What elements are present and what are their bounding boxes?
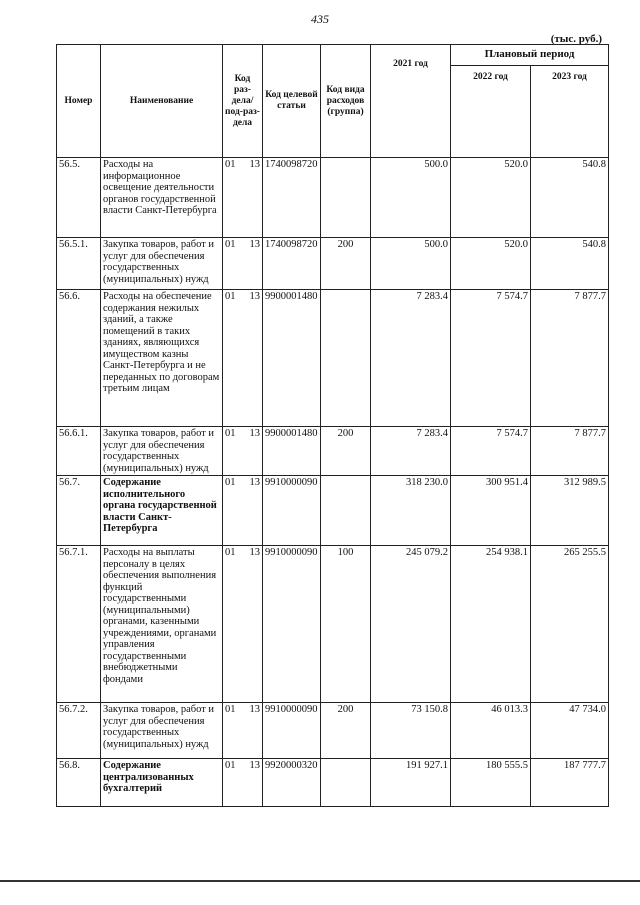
units-label: (тыс. руб.) bbox=[550, 33, 602, 45]
row-value-2021: 500.0 bbox=[371, 158, 451, 238]
row-target-code: 9920000320 bbox=[263, 759, 321, 807]
table-row bbox=[57, 476, 609, 546]
row-value-2022: 254 938.1 bbox=[451, 546, 531, 703]
table-row bbox=[57, 158, 609, 238]
row-expense-kind bbox=[321, 158, 371, 238]
row-target-code: 9900001480 bbox=[263, 290, 321, 427]
row-target-code: 9910000090 bbox=[263, 546, 321, 703]
row-value-2023: 540.8 bbox=[531, 238, 609, 290]
page-number: 435 bbox=[311, 12, 329, 26]
row-name: Закупка товаров, работ и услуг для обеспечения государственных (муниципальных) нужд bbox=[101, 238, 223, 290]
row-target-code: 9910000090 bbox=[263, 703, 321, 759]
row-value-2023: 7 877.7 bbox=[531, 290, 609, 427]
row-name: Содержание исполнительного органа государственной власти Санкт-Петербурга bbox=[101, 476, 223, 546]
table-row bbox=[57, 290, 609, 427]
row-value-2022: 46 013.3 bbox=[451, 703, 531, 759]
header-planned-period: Плановый период bbox=[451, 45, 609, 66]
row-value-2023: 187 777.7 bbox=[531, 759, 609, 807]
footer-divider bbox=[0, 880, 640, 882]
row-expense-kind: 200 bbox=[321, 427, 371, 476]
row-name: Расходы на обеспечение содержания нежилых зданий, а также помещений в таких зданиях, являющихся имуществом казны Санкт-Петербурга и не переданных по договорам третьим лицам bbox=[101, 290, 223, 427]
row-value-2022: 7 574.7 bbox=[451, 290, 531, 427]
row-value-2021: 7 283.4 bbox=[371, 290, 451, 427]
header-expense-kind: Код вида расходов (группа) bbox=[321, 45, 371, 158]
row-target-code: 9910000090 bbox=[263, 476, 321, 546]
row-value-2023: 7 877.7 bbox=[531, 427, 609, 476]
row-number: 56.6.1. bbox=[57, 427, 101, 476]
row-number: 56.7.1. bbox=[57, 546, 101, 703]
row-number: 56.5.1. bbox=[57, 238, 101, 290]
table-row bbox=[57, 703, 609, 759]
row-section-code: 01 13 bbox=[223, 546, 263, 703]
header-2023: 2023 год bbox=[531, 65, 609, 157]
row-expense-kind: 100 bbox=[321, 546, 371, 703]
header-2021: 2021 год bbox=[371, 45, 451, 158]
row-expense-kind: 200 bbox=[321, 703, 371, 759]
row-value-2022: 180 555.5 bbox=[451, 759, 531, 807]
row-expense-kind bbox=[321, 476, 371, 546]
header-section-code: Код раз-дела/ под-раз-дела bbox=[223, 45, 263, 158]
row-value-2022: 520.0 bbox=[451, 238, 531, 290]
row-name: Закупка товаров, работ и услуг для обеспечения государственных (муниципальных) нужд bbox=[101, 427, 223, 476]
header-name: Наименование bbox=[101, 45, 223, 158]
row-target-code: 1740098720 bbox=[263, 158, 321, 238]
row-section-code: 01 13 bbox=[223, 759, 263, 807]
row-name: Расходы на выплаты персоналу в целях обеспечения выполнения функций государственными (муниципальными) органами, казенными учреждениями, органами управления государственными внебюджетными фондами bbox=[101, 546, 223, 703]
table-row bbox=[57, 427, 609, 476]
row-section-code: 01 13 bbox=[223, 158, 263, 238]
row-value-2022: 300 951.4 bbox=[451, 476, 531, 546]
row-expense-kind bbox=[321, 290, 371, 427]
row-expense-kind: 200 bbox=[321, 238, 371, 290]
table-row bbox=[57, 546, 609, 703]
row-number: 56.7.2. bbox=[57, 703, 101, 759]
table-row bbox=[57, 238, 609, 290]
row-section-code: 01 13 bbox=[223, 427, 263, 476]
row-value-2021: 7 283.4 bbox=[371, 427, 451, 476]
row-number: 56.7. bbox=[57, 476, 101, 546]
row-value-2021: 191 927.1 bbox=[371, 759, 451, 807]
table-row bbox=[57, 759, 609, 807]
row-value-2023: 265 255.5 bbox=[531, 546, 609, 703]
row-name: Содержание централизованных бухгалтерий bbox=[101, 759, 223, 807]
row-value-2023: 47 734.0 bbox=[531, 703, 609, 759]
row-section-code: 01 13 bbox=[223, 476, 263, 546]
header-target-code: Код целевой статьи bbox=[263, 45, 321, 158]
row-section-code: 01 13 bbox=[223, 290, 263, 427]
row-expense-kind bbox=[321, 759, 371, 807]
row-value-2021: 73 150.8 bbox=[371, 703, 451, 759]
row-value-2022: 7 574.7 bbox=[451, 427, 531, 476]
row-name: Закупка товаров, работ и услуг для обеспечения государственных (муниципальных) нужд bbox=[101, 703, 223, 759]
row-section-code: 01 13 bbox=[223, 703, 263, 759]
header-number: Номер bbox=[57, 45, 101, 158]
row-target-code: 9900001480 bbox=[263, 427, 321, 476]
row-value-2021: 318 230.0 bbox=[371, 476, 451, 546]
row-number: 56.6. bbox=[57, 290, 101, 427]
row-number: 56.8. bbox=[57, 759, 101, 807]
row-value-2022: 520.0 bbox=[451, 158, 531, 238]
row-name: Расходы на информационное освещение деятельности органов государственной власти Санкт-Петербурга bbox=[101, 158, 223, 238]
row-value-2021: 500.0 bbox=[371, 238, 451, 290]
row-value-2023: 540.8 bbox=[531, 158, 609, 238]
row-target-code: 1740098720 bbox=[263, 238, 321, 290]
budget-table bbox=[56, 44, 609, 807]
row-number: 56.5. bbox=[57, 158, 101, 238]
header-2022: 2022 год bbox=[451, 65, 531, 157]
row-section-code: 01 13 bbox=[223, 238, 263, 290]
row-value-2021: 245 079.2 bbox=[371, 546, 451, 703]
row-value-2023: 312 989.5 bbox=[531, 476, 609, 546]
